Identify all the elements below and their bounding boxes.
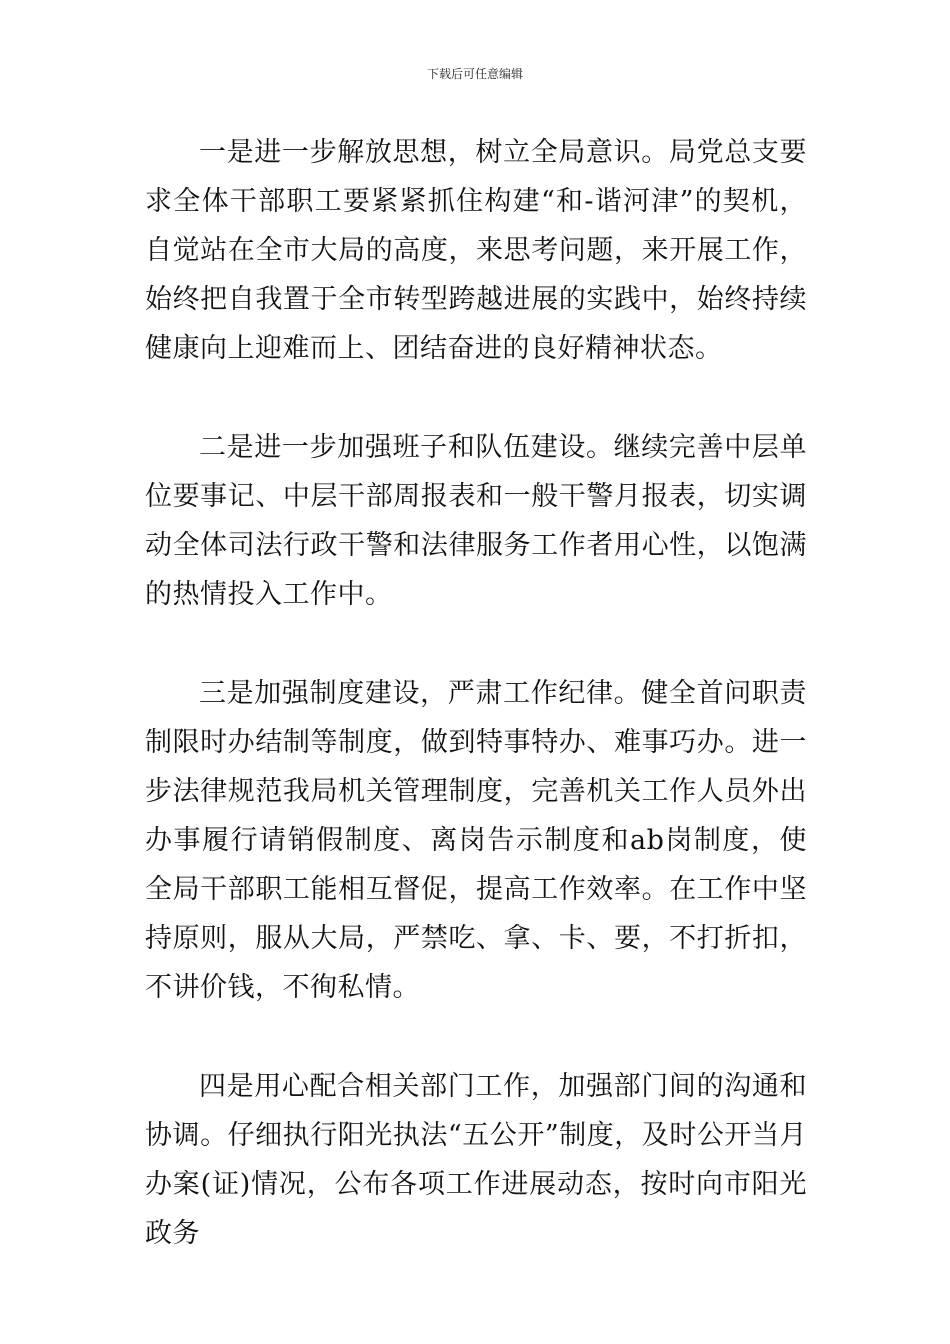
- paragraph-3: 三是加强制度建设，严肃工作纪律。健全首问职责制限时办结制等制度，做到特事特办、难事巧办。进一步法律规范我局机关管理制度，完善机关工作人员外出办事履行请销假制度、离岗告示制度和ab岗制度，使全局干部职工能相互督促，提高工作效率。在工作中坚持原则，服从大局，严禁吃、拿、卡、要，不打折扣，不讲价钱，不徇私情。: [145, 678, 807, 1003]
- paragraph-2: 二是进一步加强班子和队伍建设。继续完善中层单位要事记、中层干部周报表和一般干警月报表，切实调动全体司法行政干警和法律服务工作者用心性，以饱满的热情投入工作中。: [145, 432, 807, 610]
- paragraph-4: 四是用心配合相关部门工作，加强部门间的沟通和协调。仔细执行阳光执法“五公开”制度，及时公开当月办案(证)情况，公布各项工作进展动态，按时向市阳光政务: [145, 1071, 807, 1249]
- page-header: 下载后可任意编辑: [426, 67, 523, 81]
- document-body: [145, 128, 807, 1308]
- paragraph-1: 一是进一步解放思想，树立全局意识。局党总支要求全体干部职工要紧紧抓住构建“和-谐河津”的契机，自觉站在全市大局的高度，来思考问题，来开展工作，始终把自我置于全市转型跨越进展的实践中，始终持续健康向上迎难而上、团结奋进的良好精神状态。: [145, 137, 807, 364]
